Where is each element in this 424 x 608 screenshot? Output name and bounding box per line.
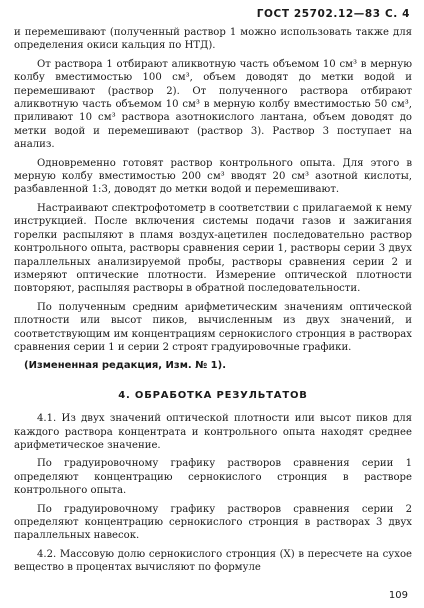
paragraph-aliquot-preparation: От раствора 1 отбирают аликвотную часть объемом 10 см³ в мерную колбу вместимостью 100 см³, объем доводят до метки водой и перемешивают (раствор 2). От полученного раствора отбирают аликвотную часть объемом 10 см³ в мерную колбу вместимостью 50 см³, приливают 10 см³ раствора азотнокислого лантана, объем доводят до метки водой и перемешивают (раствор 3). Раствор 3 поступает на анализ.	[14, 58, 412, 151]
page-number: 109	[388, 589, 408, 601]
edition-note: (Измененная редакция, Изм. № 1).	[24, 360, 227, 372]
paragraph-series-2-graph: По градуировочному графику растворов сравнения серии 2 определяют концентрацию сернокислого стронция в растворах 3 двух параллельных навесок.	[14, 503, 412, 542]
paragraph-4-1: 4.1. Из двух значений оптической плотности или высот пиков для каждого раствора концентрата и контрольного опыта находят среднее арифметическое значение.	[14, 413, 412, 451]
document-page	[14, 8, 412, 602]
paragraph-calibration-graphs: По полученным средним арифметическим значениям оптической плотности или высот пиков, вычисленным из двух значений, и соответствующим им концентрациям сернокислого стронция в растворах сравнения серии 1 и серии 2 строят градуировочные графики.	[14, 301, 412, 353]
paragraph-control-experiment: Одновременно готовят раствор контрольного опыта. Для этого в мерную колбу вместимостью 200 см³ вводят 20 см³ азотной кислоты, разбавленной 1:3, доводят до метки водой и перемешивают.	[14, 157, 412, 196]
paragraph-continuation: и перемешивают (полученный раствор 1 можно использовать также для определения окиси кальция по НТД).	[14, 27, 412, 52]
paragraph-spectrophotometer-setup: Настраивают спектрофотометр в соответствии с прилагаемой к нему инструкцией. После включения системы подачи газов и зажигания горелки распыляют в пламя воздух-ацетилен последовательно раствор контрольного опыта, растворы сравнения серии 1, растворы серии 3 двух параллельных анализируемой пробы, растворы сравнения серии 2 и измеряют оптические плотности. Измерение оптической плотности повторяют, распыляя растворы в обратной последовательности.	[14, 202, 412, 295]
paragraph-series-1-graph: По градуировочному графику растворов сравнения серии 1 определяют концентрацию сернокислого стронция в растворе контрольного опыта.	[14, 458, 412, 497]
document-body	[14, 26, 412, 580]
page-header: ГОСТ 25702.12—83 С. 4	[256, 8, 410, 20]
paragraph-4-2: 4.2. Массовую долю сернокислого стронция (X) в пересчете на сухое вещество в процентах вычисляют по формуле	[14, 548, 412, 574]
section-heading: 4. ОБРАБОТКА РЕЗУЛЬТАТОВ	[118, 389, 308, 401]
